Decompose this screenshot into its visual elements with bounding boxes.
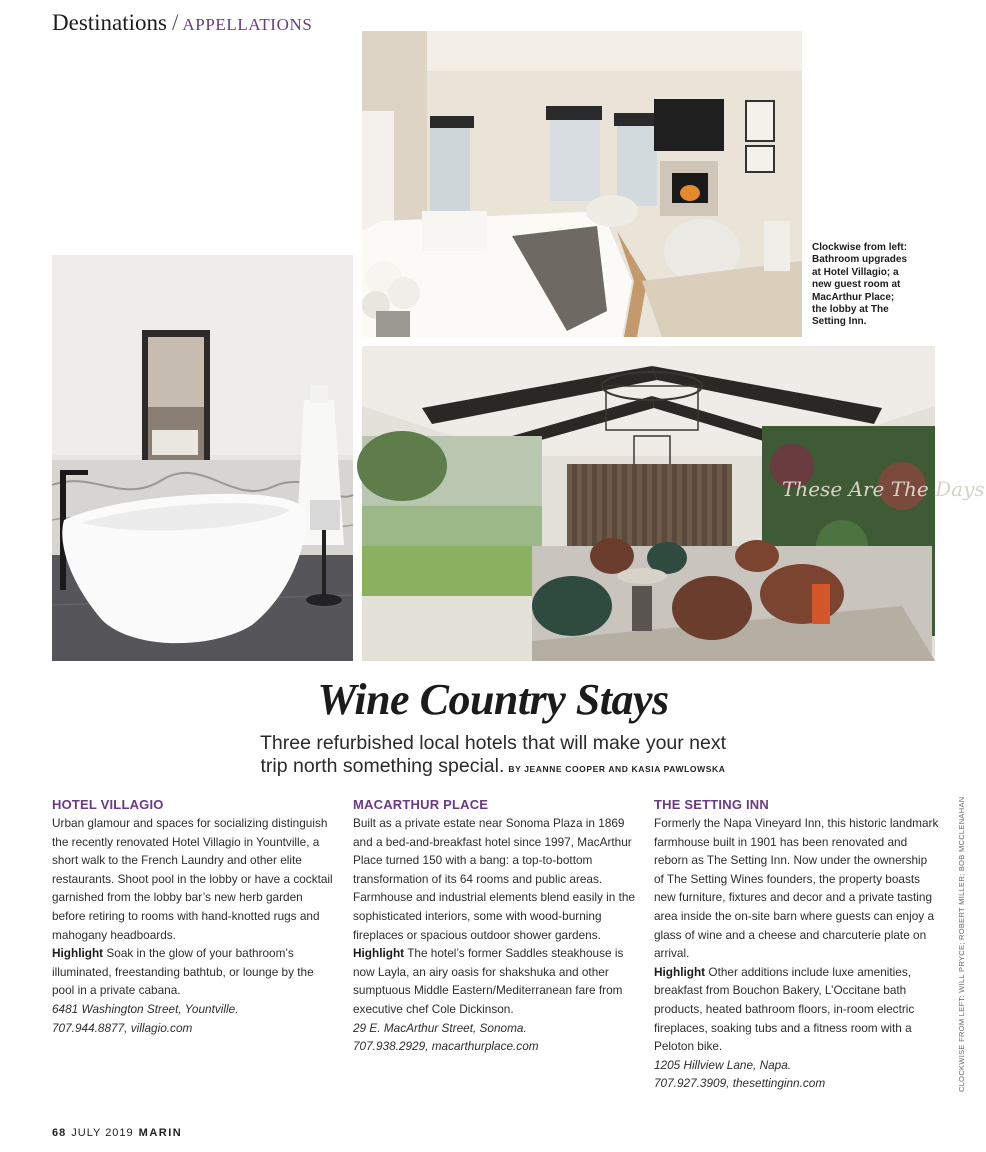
photo-credit: CLOCKWISE FROM LEFT: WILL PRYCE; ROBERT MILLER; BOB MCCLENAHAN (957, 796, 966, 1092)
section-header (52, 10, 312, 36)
highlight-text: Other additions include luxe amenities, breakfast from Bouchon Bakery, L’Occitane bath products, heated bathroom floors, in-room electric fireplaces, soaking tubs and a fitness room with a Peloton bike. (654, 964, 915, 1054)
dek-line-2-text: trip north something special. (260, 755, 505, 777)
hotel-villagio-column (52, 797, 338, 1037)
hotel-highlight (654, 963, 940, 1056)
byline: BY JEANNE COOPER AND KASIA PAWLOWSKA (508, 764, 726, 774)
lobby-wall-sign: These Are The Days (782, 477, 985, 501)
highlight-label: Highlight (353, 946, 405, 961)
highlight-label: Highlight (52, 946, 104, 961)
hotel-address: 1205 Hillview Lane, Napa. (654, 1057, 792, 1072)
hotel-highlight (52, 944, 338, 1000)
hotel-description: Urban glamour and spaces for socializing distinguish the recently renovated Hotel Villagio in Yountville, a short walk to the French Laundry and other elite restaurants. Shoot pool in the lobby or have a cocktail garnished from the lobby bar’s new herb garden before retiring to rooms with hand-knotted rugs and mahogany headboards. (52, 816, 333, 942)
magazine-name: MARIN (138, 1127, 183, 1139)
dek-line-1: Three refurbished local hotels that will make your next (259, 732, 727, 754)
dek-line-2 (0, 755, 986, 781)
highlight-text: The hotel’s former Saddles steakhouse is now Layla, an airy oasis for shakshuka and other sumptuous Middle Eastern/Mediterranean fare from executive chef Cole Dickinson. (353, 946, 624, 1016)
hotel-contact: 707.944.8877, villagio.com (52, 1020, 193, 1035)
hotel-address: 29 E. MacArthur Street, Sonoma. (353, 1020, 527, 1035)
lobby-photo (362, 346, 985, 661)
hotel-name: MACARTHUR PLACE (353, 797, 489, 812)
page-number: 68 (52, 1127, 67, 1139)
macarthur-place-column (353, 797, 639, 1056)
issue-date: JULY 2019 (71, 1127, 134, 1139)
article-title: Wine Country Stays (317, 675, 669, 724)
hotel-description: Built as a private estate near Sonoma Plaza in 1869 and a bed-and-breakfast hotel since 1997, MacArthur Place turned 150 with a bang: a top-to-bottom transformation of its 64 rooms and public areas. Farmhouse and industrial elements blend easily in the sophisticated interiors, some with wood-burning fireplaces or spacious outdoor shower gardens. (353, 816, 635, 942)
highlight-text: Soak in the glow of your bathroom’s illuminated, freestanding bathtub, or lounge by the pool in a private cabana. (52, 946, 314, 998)
hotel-contact: 707.938.2929, macarthurplace.com (353, 1039, 539, 1054)
section-divider: / (172, 10, 179, 35)
setting-inn-column (654, 797, 940, 1093)
hotel-address: 6481 Washington Street, Yountville. (52, 1001, 239, 1016)
section-name: Destinations (52, 10, 167, 35)
hotel-contact: 707.927.3909, thesettinginn.com (654, 1076, 826, 1091)
hotel-name: THE SETTING INN (654, 797, 769, 812)
hotel-description: Formerly the Napa Vineyard Inn, this historic landmark farmhouse built in 1901 has been renovated and reborn as The Setting Inn. Now under the ownership of The Setting Wines founders, the property boasts new furniture, fixtures and decor and a private tasting area inside the on-site barn where guests can enjoy a glass of wine and a cheese and charcuterie plate on arrival. (654, 816, 939, 961)
bathroom-photo (52, 255, 353, 661)
highlight-label: Highlight (654, 964, 706, 979)
subsection-name: APPELLATIONS (182, 15, 313, 34)
article-dek (0, 732, 986, 781)
guest-room-photo (362, 31, 802, 337)
page-footer (52, 1127, 182, 1139)
photo-caption: Clockwise from left: Bathroom upgrades at Hotel Villagio; a new guest room at MacArthur Place; the lobby at The Setting Inn. (812, 242, 908, 328)
hotel-name: HOTEL VILLAGIO (52, 797, 164, 812)
hotel-highlight (353, 944, 639, 1018)
